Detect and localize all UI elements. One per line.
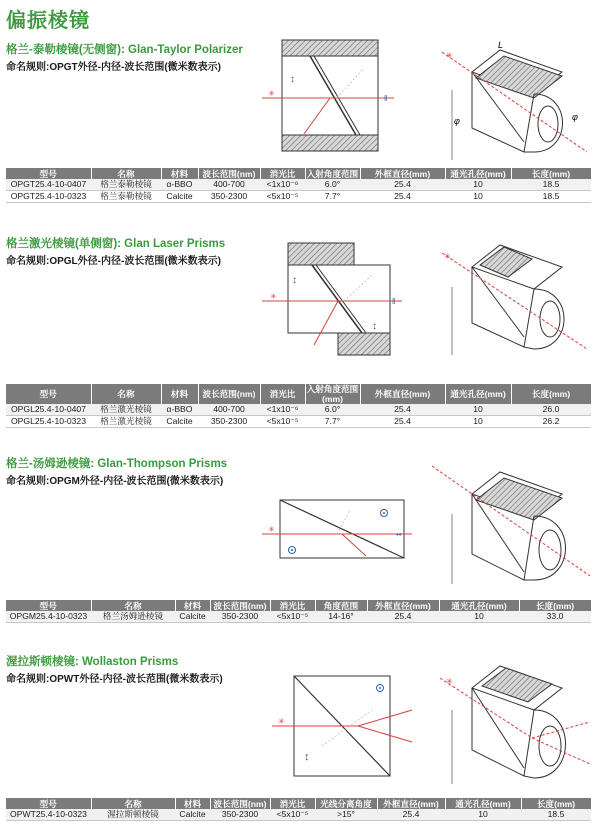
svg-text:✳: ✳ <box>268 525 275 534</box>
inner-diameter-label: φ <box>572 112 578 122</box>
table-row: OPGT25.4-10-0407 格兰泰勒棱镜 α-BBO 400-700 <1x10⁻⁶ 6.0° 25.4 10 18.5 <box>6 179 591 191</box>
glan-laser-diagram <box>262 233 592 358</box>
col-length: 长度(mm) <box>511 168 591 179</box>
section-title-wollaston: 渥拉斯顿棱镜: Wollaston Prisms <box>6 656 179 668</box>
svg-text:‖: ‖ <box>392 297 396 306</box>
page-title: 偏振棱镜 <box>6 10 90 32</box>
col-extinction: 消光比 <box>260 168 305 179</box>
naming-rule-glan-thompson: 命名规则:OPGM外径-内径-波长范围(微米数表示) <box>6 476 224 487</box>
svg-text:↕: ↕ <box>372 321 377 332</box>
col-outer-diameter: 外框直径(mm) <box>377 798 445 809</box>
col-aperture: 通光孔径(mm) <box>445 384 511 404</box>
col-name: 名称 <box>91 384 161 404</box>
col-material: 材料 <box>175 600 210 611</box>
section-title-glan-taylor: 格兰-泰勒棱镜(无侧窗): Glan-Taylor Polarizer <box>6 44 243 56</box>
naming-rule-glan-taylor: 命名规则:OPGT外径-内径-波长范围(微米数表示) <box>6 62 221 73</box>
table-row: OPGL25.4-10-0323 格兰激光棱镜 Calcite 350-2300 <5x10⁻⁵ 7.7° 25.4 10 26.2 <box>6 416 591 428</box>
svg-text:✳: ✳ <box>446 677 453 686</box>
table-row: OPGM25.4-10-0323 格兰汤姆逊棱镜 Calcite 350-2300 <5x10⁻⁵ 14-16° 25.4 10 33.0 <box>6 611 591 623</box>
section-title-glan-laser: 格兰激光棱镜(单侧窗): Glan Laser Prisms <box>6 238 226 250</box>
col-material: 材料 <box>161 168 198 179</box>
col-extinction: 消光比 <box>270 798 315 809</box>
col-extinction: 消光比 <box>270 600 315 611</box>
spec-table-glan-thompson <box>6 600 592 623</box>
col-wavelength: 波长范围(nm) <box>210 798 270 809</box>
col-angle: 入射角度范围 (mm) <box>306 384 359 404</box>
svg-text:✳: ✳ <box>446 51 453 60</box>
svg-text:‖: ‖ <box>384 94 388 103</box>
table-row: OPGT25.4-10-0323 格兰泰勒棱镜 Calcite 350-2300 <5x10⁻⁵ 7.7° 25.4 10 18.5 <box>6 191 591 203</box>
col-outer-diameter: 外框直径(mm) <box>360 168 445 179</box>
col-angle: 角度范围 <box>315 600 367 611</box>
table-row: OPGL25.4-10-0407 格兰激光棱镜 α-BBO 400-700 <1x10⁻⁶ 6.0° 25.4 10 26.0 <box>6 404 591 416</box>
spec-table-glan-taylor <box>6 168 592 203</box>
naming-rule-glan-laser: 命名规则:OPGL外径-内径-波长范围(微米数表示) <box>6 256 221 267</box>
col-outer-diameter: 外框直径(mm) <box>367 600 439 611</box>
table-row: OPWT25.4-10-0323 渥拉斯顿棱镜 Calcite 350-2300 <5x10⁻⁵ >15° 25.4 10 18.5 <box>6 809 591 821</box>
col-aperture: 通光孔径(mm) <box>445 798 521 809</box>
section-title-glan-thompson: 格兰-汤姆逊棱镜: Glan-Thompson Prisms <box>6 458 228 470</box>
svg-text:✳: ✳ <box>270 292 277 301</box>
svg-text:✳: ✳ <box>278 717 285 726</box>
col-model: 型号 <box>6 384 91 404</box>
col-aperture: 通光孔径(mm) <box>445 168 511 179</box>
col-angle: 光线分离角度 <box>315 798 377 809</box>
wollaston-diagram <box>262 650 592 795</box>
col-model: 型号 <box>6 168 91 179</box>
col-length: 长度(mm) <box>511 384 591 404</box>
glan-thompson-diagram <box>262 458 592 590</box>
col-wavelength: 波长范围(nm) <box>210 600 270 611</box>
col-name: 名称 <box>91 600 175 611</box>
col-length: 长度(mm) <box>521 798 591 809</box>
svg-text:↕: ↕ <box>292 275 297 286</box>
col-length: 长度(mm) <box>519 600 591 611</box>
naming-rule-wollaston: 命名规则:OPWT外径-内径-波长范围(微米数表示) <box>6 674 223 685</box>
svg-text:✳: ✳ <box>444 252 451 261</box>
col-angle: 入射角度范围 <box>306 168 359 179</box>
spec-table-wollaston <box>6 798 592 821</box>
svg-text:✳: ✳ <box>268 89 275 98</box>
length-label: L <box>498 40 504 50</box>
col-name: 名称 <box>91 798 175 809</box>
glan-taylor-diagram <box>262 38 592 160</box>
col-material: 材料 <box>175 798 210 809</box>
svg-text:↕: ↕ <box>304 751 310 763</box>
col-wavelength: 波长范围(nm) <box>198 384 260 404</box>
col-model: 型号 <box>6 798 91 809</box>
col-material: 材料 <box>161 384 198 404</box>
col-extinction: 消光比 <box>260 384 305 404</box>
svg-text:••: •• <box>396 530 402 539</box>
col-name: 名称 <box>91 168 161 179</box>
svg-text:↕: ↕ <box>290 74 295 85</box>
col-wavelength: 波长范围(nm) <box>198 168 260 179</box>
spec-table-glan-laser <box>6 384 592 428</box>
col-outer-diameter: 外框直径(mm) <box>360 384 445 404</box>
outer-diameter-label: φ <box>454 116 460 126</box>
col-aperture: 通光孔径(mm) <box>439 600 519 611</box>
col-model: 型号 <box>6 600 91 611</box>
